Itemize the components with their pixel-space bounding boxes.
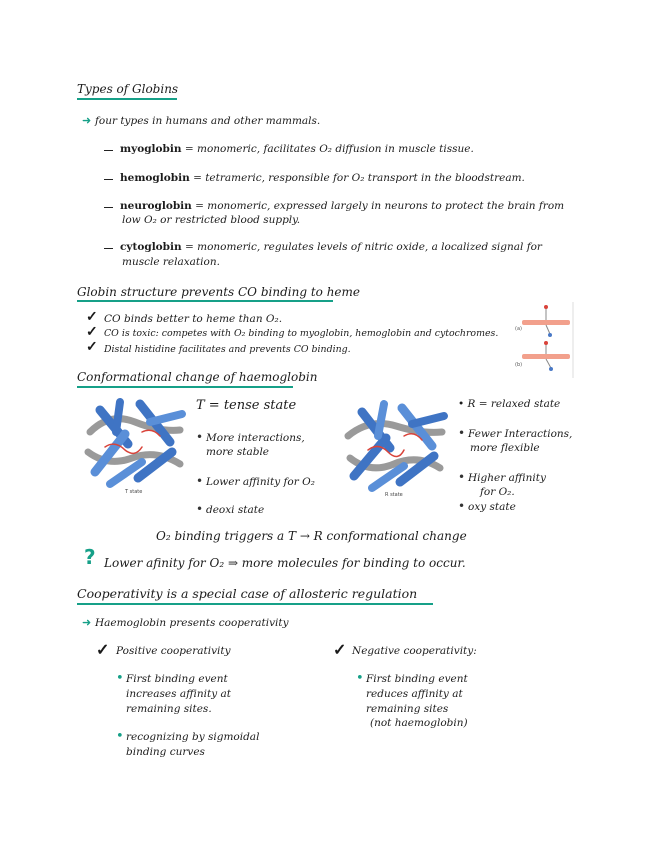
co-heading: Globin structure prevents CO binding to heme <box>77 285 361 299</box>
negative-p1-line4: (not haemoglobin) <box>370 717 468 729</box>
dash-icon <box>104 207 113 208</box>
positive-p2-line2: binding curves <box>126 746 205 758</box>
checkmark-icon: ✓ <box>86 339 98 355</box>
r-state-point-2: Higher affinity <box>468 472 546 484</box>
t-state-caption: T state <box>125 489 143 495</box>
checkmark-icon: ✓ <box>86 324 98 340</box>
r-state-title <box>458 398 560 410</box>
types-item-neuroglobin-line2: low O₂ or restricted blood supply. <box>122 214 301 226</box>
t-state-title: T = tense state <box>196 398 297 413</box>
conf-heading: Conformational change of haemoglobin <box>77 370 318 384</box>
desc-cytoglobin: = monomeric, regulates levels of nitric oxide, a localized signal for <box>181 241 542 253</box>
types-heading: Types of Globins <box>77 82 179 96</box>
positive-p1-line2: increases affinity at <box>126 688 231 700</box>
bullet-dot-icon: • <box>458 499 466 513</box>
types-intro: four types in humans and other mammals. <box>95 115 321 127</box>
term-myoglobin: myoglobin <box>120 143 182 155</box>
heme-plane-a <box>522 320 570 325</box>
bullet-dot-icon: • <box>116 729 124 744</box>
r-state-point-2b: for O₂. <box>480 486 515 498</box>
dash-icon <box>104 179 113 180</box>
bullet-dot-icon: • <box>458 426 466 440</box>
positive-p1-line1: First binding event <box>126 673 228 685</box>
checkmark-icon: ✓ <box>333 640 347 659</box>
r-state-title-text: R = relaxed state <box>467 398 561 410</box>
types-item-cytoglobin-line2: muscle relaxation. <box>122 256 220 268</box>
t-state-point-1b: more stable <box>206 446 270 458</box>
his-atom-b <box>549 367 553 371</box>
coop-heading: Cooperativity is a special case of allosteric regulation <box>77 586 418 601</box>
his-atom-a <box>548 333 552 337</box>
r-state-caption: R state <box>385 492 403 498</box>
r-state-point-3: oxy state <box>468 501 516 513</box>
dash-icon <box>104 248 113 249</box>
term-cytoglobin: cytoglobin <box>120 241 182 253</box>
positive-p2-line1: recognizing by sigmoidal <box>126 731 260 743</box>
positive-title: Positive cooperativity <box>116 645 231 657</box>
co-line-1: CO binds better to heme than O₂. <box>104 313 283 325</box>
desc-myoglobin: = monomeric, facilitates O₂ diffusion in muscle tissue. <box>181 143 474 155</box>
negative-p1-line3: remaining sites <box>366 703 449 715</box>
term-hemoglobin: hemoglobin <box>120 172 190 184</box>
his-bond-a <box>546 325 550 334</box>
negative-p1-line1: First binding event <box>366 673 468 685</box>
t-state-point-1: More interactions, <box>206 432 305 444</box>
negative-p1-line2: reduces affinity at <box>366 688 463 700</box>
r-state-bullet: • <box>458 398 468 410</box>
positive-p1-line3: remaining sites. <box>126 703 212 715</box>
oxygen-atom-b <box>544 341 548 345</box>
his-bond-b <box>546 359 551 368</box>
t-state-point-2: Lower affinity for O₂ <box>206 476 315 488</box>
r-state-point-1: Fewer Interactions, <box>468 428 573 440</box>
desc-neuroglobin: = monomeric, expressed largely in neurons to protect the brain from <box>191 200 565 212</box>
types-item-hemoglobin <box>120 172 525 184</box>
co-line-3: Distal histidine facilitates and prevents CO binding. <box>104 344 351 355</box>
bullet-dot-icon: • <box>458 470 466 484</box>
dash-icon <box>104 150 113 151</box>
teal-arrow-icon: ➜ <box>82 616 92 629</box>
conf-lower-affinity: Lower afinity for O₂ ⇒ more molecules for binding to occur. <box>104 556 466 570</box>
types-heading-underline <box>77 98 177 100</box>
desc-hemoglobin: = tetrameric, responsible for O₂ transport in the bloodstream. <box>189 172 525 184</box>
types-item-myoglobin <box>120 143 474 155</box>
question-mark-icon: ? <box>84 545 96 569</box>
r-state-protein-image <box>340 392 450 500</box>
coop-intro: Haemoglobin presents cooperativity <box>95 617 289 629</box>
conf-trigger: O₂ binding triggers a T → R conformational change <box>156 529 467 543</box>
checkmark-icon: ✓ <box>86 309 98 325</box>
oxygen-atom-a <box>544 305 548 309</box>
bullet-dot-icon: • <box>196 430 204 444</box>
types-item-neuroglobin <box>120 200 564 212</box>
heme-co-figure <box>514 302 574 378</box>
t-state-point-3: deoxi state <box>206 504 265 516</box>
t-state-protein-image <box>80 392 190 496</box>
term-neuroglobin: neuroglobin <box>120 200 192 212</box>
conf-heading-underline <box>77 386 293 388</box>
checkmark-icon: ✓ <box>96 640 110 659</box>
co-heading-underline <box>77 300 333 302</box>
bullet-dot-icon: • <box>196 502 204 516</box>
heme-plane-b <box>522 354 570 359</box>
figure-label-b: (b) <box>515 362 523 368</box>
figure-label-a: (a) <box>515 326 522 332</box>
types-item-cytoglobin <box>120 241 542 253</box>
r-state-point-1b: more flexible <box>470 442 540 454</box>
coop-heading-underline <box>77 603 433 605</box>
teal-arrow-icon: ➜ <box>82 114 92 127</box>
bullet-dot-icon: • <box>116 671 124 686</box>
negative-title: Negative cooperativity: <box>352 645 477 657</box>
bullet-dot-icon: • <box>356 671 364 686</box>
co-line-2: CO is toxic: competes with O₂ binding to myoglobin, hemoglobin and cytochromes. <box>104 328 499 339</box>
bullet-dot-icon: • <box>196 474 204 488</box>
